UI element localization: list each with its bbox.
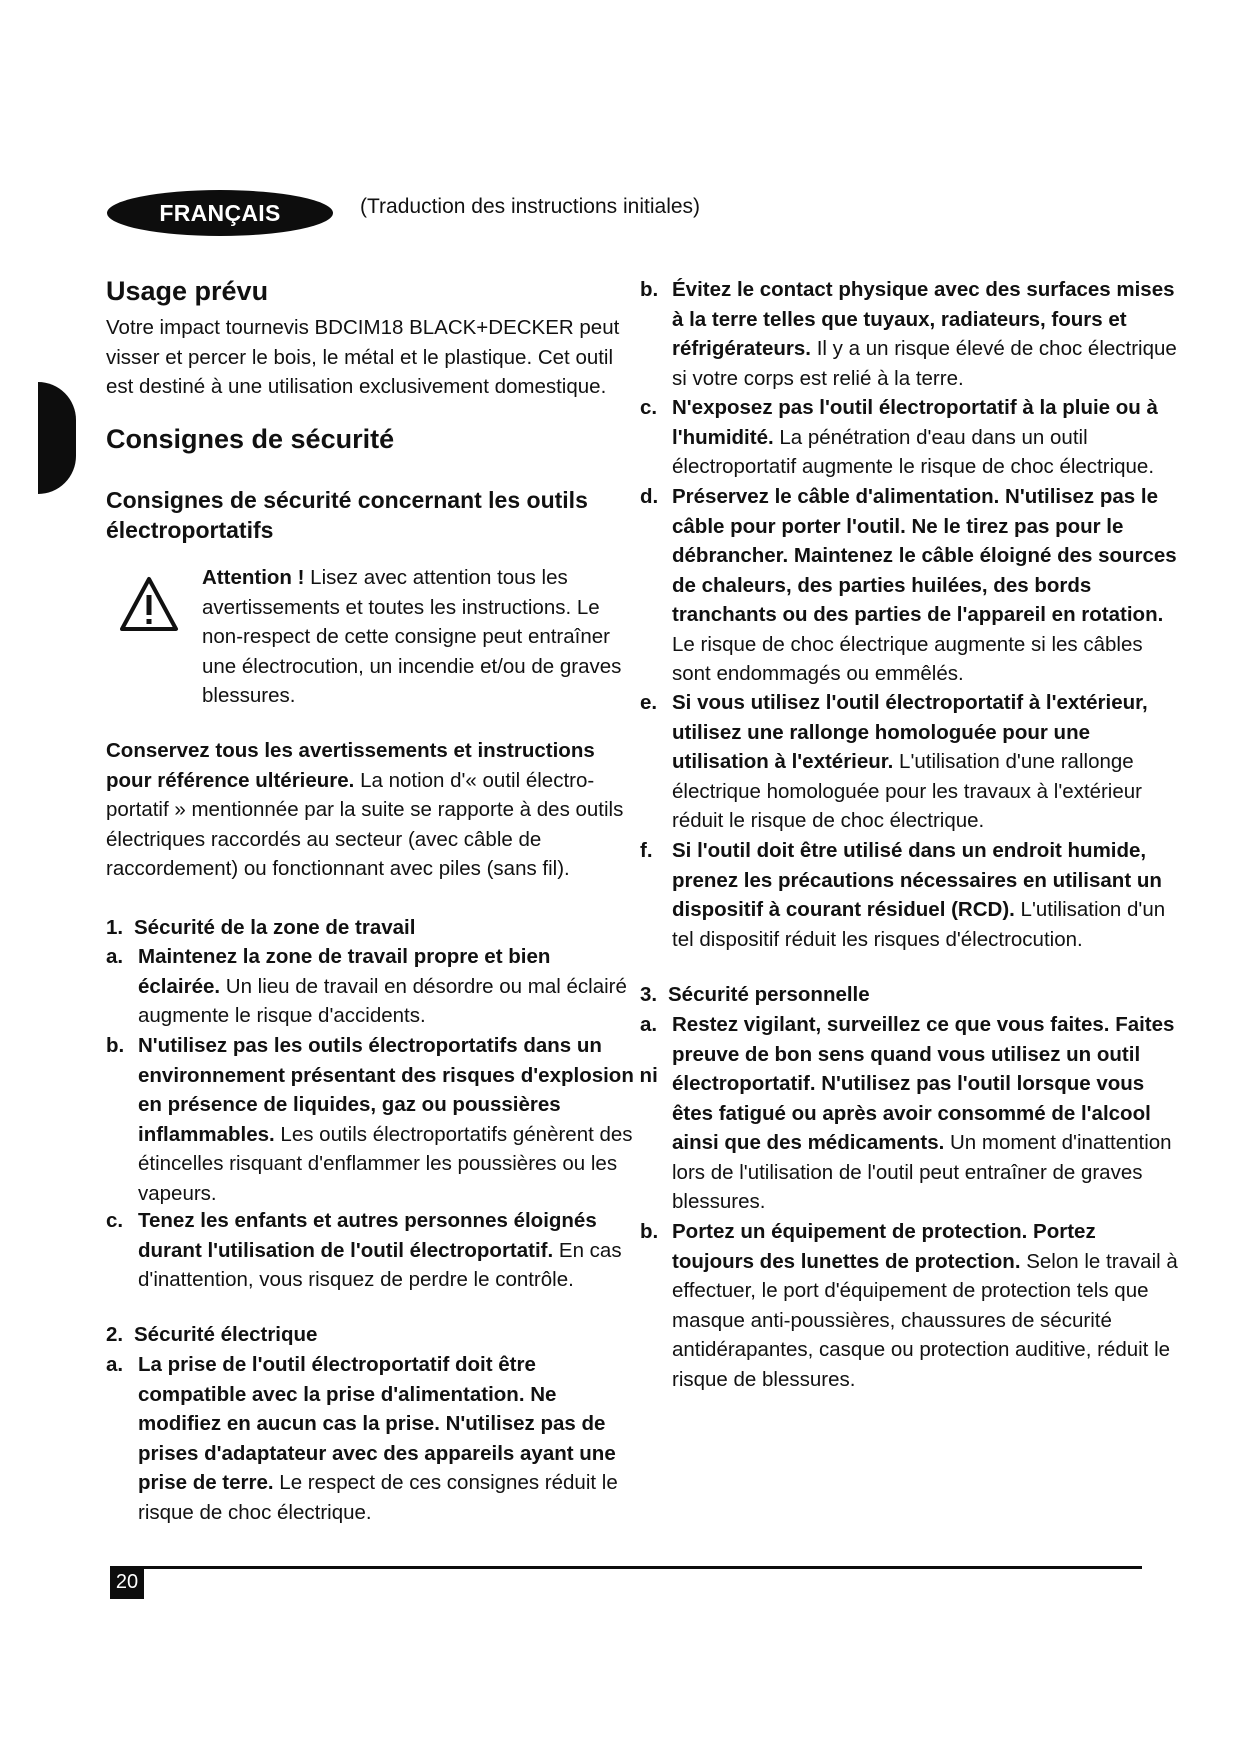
list-item: a. Maintenez la zone de travail propre et bien éclairée. Un lieu de travail en désordre ou mal éclairé augmente le risque d'accidents. xyxy=(106,945,627,1027)
keep-instructions-bold: Conservez tous les avertissements et instructions pour référence ultérieure. xyxy=(106,739,595,792)
section-1-heading xyxy=(106,913,415,943)
list-item: f. Si l'outil doit être utilisé dans un endroit humide, prenez les précautions nécessaires en utilisant un dispositif à courant résiduel (RCD). L'utilisation d'un tel dispositif réduit les risques d'électrocution. xyxy=(640,839,1166,951)
list-item: b. N'utilisez pas les outils électroportatifs dans un environnement présentant des risques d'explosion ni en présence de liquides, gaz ou poussières inflammables. Les outils électroportatifs génèrent des étincelles risquant d'enflammer les poussières ou les vapeurs. xyxy=(106,1034,658,1205)
warning-paragraph xyxy=(202,563,622,711)
section-2-title: Sécurité électrique xyxy=(134,1323,318,1346)
warning-text: Lisez avec attention tous les avertissements et toutes les instructions. Le non-respect de cette consigne peut entraîner une électrocution, un incendie et/ou de graves blessures. xyxy=(202,566,622,707)
tools-safety-title: Consignes de sécurité concernant les outils électroportatifs xyxy=(106,487,588,543)
list-item: c. N'exposez pas l'outil électroportatif à la pluie ou à l'humidité. La pénétration d'eau dans un outil électroportatif augmente le risque de choc électrique. xyxy=(640,396,1158,478)
warning-triangle-icon xyxy=(118,575,180,633)
section-3-number: 3. xyxy=(640,983,658,1006)
safety-title: Consignes de sécurité xyxy=(106,424,395,454)
list-item: b. Évitez le contact physique avec des surfaces mises à la terre telles que tuyaux, radiateurs, fours et réfrigérateurs. Il y a un risque élevé de choc électrique si votre corps est relié à la terre. xyxy=(640,278,1177,390)
usage-text: Votre impact tournevis BDCIM18 BLACK+DECKER peut visser et percer le bois, le métal et le plastique. Cet outil est destiné à une utilisation exclusivement domestique. xyxy=(106,316,620,398)
translation-note: (Traduction des instructions initiales) xyxy=(360,195,701,218)
keep-instructions-text: La notion d'« outil électroportatif » mentionnée par la suite se rapporte à des outils électriques raccordés au secteur (avec câble de raccordement) ou fonctionnant avec piles (sans fil). xyxy=(106,768,624,880)
list-item: d. Préservez le câble d'alimentation. N'utilisez pas le câble pour porter l'outil. Ne le tirez pas pour le débrancher. Maintenez le câble éloigné des sources de chaleurs, des parties huilées, des bords tranchants ou des parties de l'appareil en rotation. Le risque de choc électrique augmente si les câbles sont endommagés ou emmêlés. xyxy=(640,485,1177,685)
section-1-title: Sécurité de la zone de travail xyxy=(134,916,416,939)
page-number: 20 xyxy=(110,1566,144,1599)
keep-instructions-paragraph xyxy=(106,736,626,884)
section-3-title: Sécurité personnelle xyxy=(668,983,870,1006)
section-3-heading xyxy=(640,980,870,1010)
list-item: b. Portez un équipement de protection. Portez toujours des lunettes de protection. Selon le travail à effectuer, le port d'équipement de protection tels que masque anti-poussières, chaussures de sécurité antidérapantes, casque ou protection auditive, réduit le risque de blessures. xyxy=(640,1220,1178,1391)
list-item: e. Si vous utilisez l'outil électroportatif à l'extérieur, utilisez une rallonge homologuée pour une utilisation à l'extérieur. L'utilisation d'une rallonge électrique homologuée pour les travaux à l'extérieur réduit le risque de choc électrique. xyxy=(640,691,1148,832)
section-1-number: 1. xyxy=(106,916,124,939)
section-tab-marker xyxy=(38,382,76,494)
section-2-number: 2. xyxy=(106,1323,124,1346)
list-item: c. Tenez les enfants et autres personnes éloignés durant l'utilisation de l'outil électroportatif. En cas d'inattention, vous risquez de perdre le contrôle. xyxy=(106,1209,622,1291)
warning-label: Attention ! xyxy=(202,566,305,589)
language-badge: FRANÇAIS xyxy=(107,190,333,236)
footer-rule xyxy=(136,1566,1142,1569)
list-item: a. La prise de l'outil électroportatif doit être compatible avec la prise d'alimentation. Ne modifiez en aucun cas la prise. N'utilisez pas de prises d'adaptateur avec des appareils ayant une prise de terre. Le respect de ces consignes réduit le risque de choc électrique. xyxy=(106,1353,618,1524)
list-item: a. Restez vigilant, surveillez ce que vous faites. Faites preuve de bon sens quand vous utilisez un outil électroportatif. N'utilisez pas l'outil lorsque vous êtes fatigué ou après avoir consommé de l'alcool ainsi que des médicaments. Un moment d'inattention lors de l'utilisation de l'outil peut entraîner de graves blessures. xyxy=(640,1013,1175,1213)
section-2-heading xyxy=(106,1320,317,1350)
usage-title: Usage prévu xyxy=(106,276,269,306)
